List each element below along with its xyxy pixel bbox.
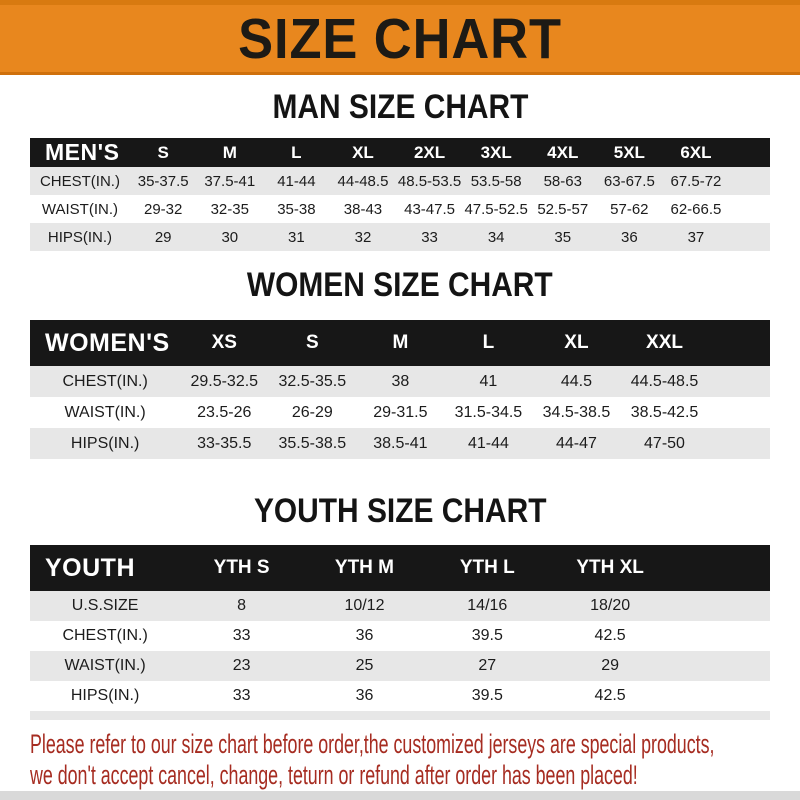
row-label: WAIST(IN.) bbox=[64, 403, 146, 421]
size-value-cell: 44-47 bbox=[555, 434, 597, 452]
filler-cell bbox=[709, 366, 770, 397]
size-column-header: XS bbox=[180, 320, 268, 366]
women-size-table bbox=[30, 320, 770, 459]
size-value-cell: 29.5-32.5 bbox=[190, 372, 259, 390]
size-value-cell: 32 bbox=[354, 228, 372, 246]
size-column-header: L bbox=[444, 320, 532, 366]
youth-section-heading-text: YOUTH SIZE CHART bbox=[253, 492, 547, 530]
row-label: CHEST(IN.) bbox=[62, 372, 148, 390]
filler-cell bbox=[709, 428, 770, 459]
size-value-cell: 35 bbox=[554, 228, 572, 246]
row-label: CHEST(IN.) bbox=[39, 172, 120, 190]
size-value-cell: 8 bbox=[237, 597, 247, 614]
filler-cell bbox=[672, 591, 770, 621]
size-value-cell: 23.5-26 bbox=[197, 403, 252, 421]
table-header-row bbox=[30, 545, 770, 591]
table-row bbox=[30, 223, 770, 251]
table-header-row bbox=[30, 138, 770, 167]
table-corner-label: MEN'S bbox=[30, 138, 130, 167]
size-column-header: S bbox=[268, 320, 356, 366]
size-value-cell: 39.5 bbox=[471, 627, 503, 644]
size-value-cell: 36 bbox=[355, 627, 374, 644]
page-title: SIZE CHART bbox=[238, 6, 562, 71]
size-column-header: YTH S bbox=[180, 545, 303, 591]
size-value-cell: 67.5-72 bbox=[670, 172, 722, 190]
table-row bbox=[30, 428, 770, 459]
size-value-cell: 33 bbox=[421, 228, 438, 246]
youth-section-heading bbox=[0, 493, 800, 529]
size-value-cell: 32.5-35.5 bbox=[278, 372, 347, 390]
size-value-cell: 47.5-52.5 bbox=[464, 200, 528, 218]
table-header-row bbox=[30, 320, 770, 366]
bottom-edge-strip bbox=[0, 791, 800, 800]
size-column-header: 5XL bbox=[596, 138, 663, 167]
men-size-table bbox=[30, 138, 770, 251]
size-value-cell: 38.5-42.5 bbox=[630, 403, 699, 421]
size-column-header: 3XL bbox=[463, 138, 530, 167]
size-value-cell: 33 bbox=[232, 687, 251, 704]
table-row bbox=[30, 195, 770, 223]
size-value-cell: 42.5 bbox=[594, 627, 626, 644]
filler-cell bbox=[709, 397, 770, 428]
size-value-cell: 33-35.5 bbox=[197, 434, 252, 452]
size-value-cell: 34.5-38.5 bbox=[542, 403, 611, 421]
row-label: WAIST(IN.) bbox=[64, 657, 146, 674]
size-value-cell: 35-38 bbox=[277, 200, 316, 218]
size-value-cell: 29 bbox=[601, 657, 620, 674]
size-value-cell: 44.5 bbox=[560, 372, 593, 390]
size-value-cell: 52.5-57 bbox=[537, 200, 589, 218]
size-value-cell: 41-44 bbox=[277, 172, 316, 190]
size-value-cell: 31.5-34.5 bbox=[454, 403, 523, 421]
size-value-cell: 37 bbox=[687, 228, 705, 246]
size-column-header: M bbox=[356, 320, 444, 366]
table-row bbox=[30, 366, 770, 397]
size-value-cell: 44-48.5 bbox=[337, 172, 389, 190]
row-label: HIPS(IN.) bbox=[47, 228, 113, 246]
size-column-header: 6XL bbox=[663, 138, 730, 167]
banner bbox=[0, 0, 800, 75]
table-row bbox=[30, 651, 770, 681]
table-row bbox=[30, 397, 770, 428]
youth-size-table bbox=[30, 545, 770, 711]
size-value-cell: 38-43 bbox=[343, 200, 383, 218]
row-label: CHEST(IN.) bbox=[62, 627, 148, 644]
man-section-heading bbox=[0, 89, 800, 125]
row-label: HIPS(IN.) bbox=[70, 434, 140, 452]
table-corner-label: WOMEN'S bbox=[30, 320, 180, 366]
size-value-cell: 39.5 bbox=[471, 687, 503, 704]
size-value-cell: 36 bbox=[621, 228, 638, 246]
table-corner-label: YOUTH bbox=[30, 545, 180, 591]
size-value-cell: 42.5 bbox=[594, 687, 626, 704]
filler-cell bbox=[729, 195, 770, 223]
size-column-header: YTH M bbox=[303, 545, 426, 591]
size-value-cell: 38 bbox=[391, 372, 410, 390]
size-column-header: XXL bbox=[620, 320, 708, 366]
size-column-header: 4XL bbox=[529, 138, 596, 167]
disclaimer bbox=[30, 729, 800, 791]
table-row bbox=[30, 591, 770, 621]
row-label: HIPS(IN.) bbox=[70, 687, 140, 704]
man-size-chart-section bbox=[0, 89, 800, 251]
size-value-cell: 34 bbox=[487, 228, 505, 246]
filler-header-cell bbox=[709, 320, 770, 366]
size-column-header: XL bbox=[532, 320, 620, 366]
size-value-cell: 23 bbox=[232, 657, 251, 674]
table-bottom-band bbox=[30, 711, 770, 720]
size-value-cell: 63-67.5 bbox=[603, 172, 655, 190]
man-section-heading-text: MAN SIZE CHART bbox=[272, 88, 528, 126]
size-value-cell: 27 bbox=[478, 657, 497, 674]
size-value-cell: 44.5-48.5 bbox=[630, 372, 699, 390]
filler-header-cell bbox=[729, 138, 770, 167]
size-column-header: S bbox=[130, 138, 197, 167]
size-value-cell: 29-32 bbox=[144, 200, 183, 218]
size-column-header: YTH L bbox=[426, 545, 549, 591]
size-value-cell: 47-50 bbox=[644, 434, 685, 452]
size-value-cell: 35-37.5 bbox=[137, 172, 189, 190]
size-value-cell: 41-44 bbox=[467, 434, 509, 452]
filler-cell bbox=[729, 223, 770, 251]
table-row bbox=[30, 681, 770, 711]
women-size-chart-section bbox=[0, 267, 800, 459]
size-value-cell: 30 bbox=[221, 228, 239, 246]
filler-header-cell bbox=[672, 545, 770, 591]
size-value-cell: 62-66.5 bbox=[670, 200, 722, 218]
women-section-heading bbox=[0, 267, 800, 303]
filler-cell bbox=[672, 681, 770, 711]
size-column-header: XL bbox=[330, 138, 397, 167]
filler-cell bbox=[672, 621, 770, 651]
table-row bbox=[30, 167, 770, 195]
youth-size-chart-section bbox=[0, 493, 800, 720]
disclaimer-line-1: Please refer to our size chart before order,the customized jerseys are special products, bbox=[30, 729, 715, 759]
size-value-cell: 32-35 bbox=[210, 200, 249, 218]
disclaimer-line-2: we don't accept cancel, change, teturn or refund after order has been placed! bbox=[30, 760, 638, 790]
size-column-header: YTH XL bbox=[549, 545, 672, 591]
filler-cell bbox=[729, 167, 770, 195]
size-value-cell: 31 bbox=[288, 228, 305, 246]
size-value-cell: 14/16 bbox=[467, 597, 508, 614]
size-value-cell: 35.5-38.5 bbox=[278, 434, 347, 452]
size-value-cell: 29 bbox=[154, 228, 172, 246]
size-value-cell: 41 bbox=[479, 372, 498, 390]
size-value-cell: 18/20 bbox=[590, 597, 631, 614]
size-column-header: L bbox=[263, 138, 330, 167]
size-value-cell: 57-62 bbox=[610, 200, 649, 218]
size-value-cell: 48.5-53.5 bbox=[397, 172, 462, 190]
size-value-cell: 25 bbox=[355, 657, 374, 674]
size-column-header: 2XL bbox=[396, 138, 463, 167]
row-label: WAIST(IN.) bbox=[41, 200, 118, 218]
size-value-cell: 43-47.5 bbox=[404, 200, 455, 218]
size-value-cell: 58-63 bbox=[543, 172, 582, 190]
size-value-cell: 26-29 bbox=[291, 403, 333, 421]
filler-cell bbox=[672, 651, 770, 681]
size-value-cell: 36 bbox=[355, 687, 374, 704]
size-value-cell: 29-31.5 bbox=[373, 403, 428, 421]
size-value-cell: 38.5-41 bbox=[373, 434, 428, 452]
women-section-heading-text: WOMEN SIZE CHART bbox=[247, 266, 553, 304]
size-value-cell: 10/12 bbox=[344, 597, 385, 614]
size-value-cell: 33 bbox=[232, 627, 251, 644]
size-value-cell: 37.5-41 bbox=[204, 172, 256, 190]
size-column-header: M bbox=[196, 138, 263, 167]
table-row bbox=[30, 621, 770, 651]
size-value-cell: 53.5-58 bbox=[470, 172, 522, 190]
row-label: U.S.SIZE bbox=[71, 597, 139, 614]
